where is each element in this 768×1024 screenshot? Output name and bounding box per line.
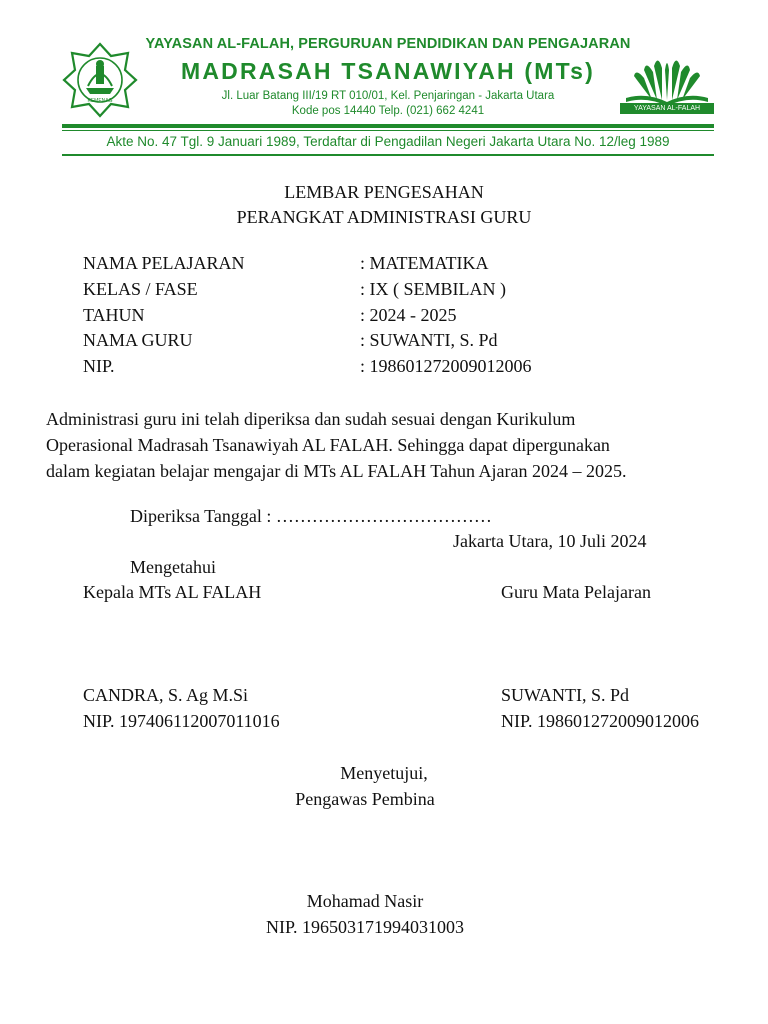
school-contact: Kode pos 14440 Telp. (021) 662 4241: [291, 105, 485, 117]
supervisor-name: Mohamad Nasir: [306, 891, 424, 911]
field-value: : 198601272009012006: [360, 356, 532, 376]
document-title: LEMBAR PENGESAHAN: [284, 182, 484, 202]
field-label: NAMA PELAJARAN: [83, 253, 245, 273]
approve-label: Menyetujui,: [340, 763, 428, 783]
teacher-role: Guru Mata Pelajaran: [501, 582, 651, 602]
field-value: : 2024 - 2025: [360, 305, 457, 325]
supervisor-role: Pengawas Pembina: [295, 789, 435, 809]
place-date: Jakarta Utara, 10 Juli 2024: [453, 531, 647, 551]
field-value: : SUWANTI, S. Pd: [360, 330, 498, 350]
school-address: Jl. Luar Batang III/19 RT 010/01, Kel. Penjaringan - Jakarta Utara: [221, 90, 555, 102]
supervisor-nip: NIP. 196503171994031003: [265, 917, 464, 937]
letterhead-rule-thick: [62, 124, 714, 128]
field-label: NIP.: [83, 356, 115, 376]
headmaster-nip: NIP. 197406112007011016: [83, 711, 280, 731]
document-subtitle: PERANGKAT ADMINISTRASI GURU: [236, 207, 532, 227]
emblem-label: KEMENAG: [87, 98, 113, 104]
field-label: NAMA GURU: [83, 330, 193, 350]
letterhead-rule-bottom: [62, 154, 714, 156]
letterhead: [0, 0, 768, 170]
checked-date: Diperiksa Tanggal : ………………………………: [130, 506, 492, 526]
teacher-name: SUWANTI, S. Pd: [501, 685, 630, 705]
field-label: TAHUN: [83, 305, 145, 325]
foundation-name: YAYASAN AL-FALAH, PERGURUAN PENDIDIKAN DAN PENGAJARAN: [145, 36, 631, 52]
headmaster-role: Kepala MTs AL FALAH: [83, 582, 262, 602]
statement-paragraph: [46, 406, 736, 484]
letterhead-rule-thin: [62, 130, 714, 131]
field-value: : IX ( SEMBILAN ): [360, 279, 506, 299]
school-name: MADRASAH TSANAWIYAH (MTs): [180, 58, 596, 84]
acknowledge-label: Mengetahui: [130, 557, 216, 577]
field-value: : MATEMATIKA: [360, 253, 489, 273]
field-label: KELAS / FASE: [83, 279, 198, 299]
statement-line: dalam kegiatan belajar mengajar di MTs AL FALAH Tahun Ajaran 2024 – 2025.: [46, 461, 627, 481]
ministry-emblem-icon: [62, 42, 138, 118]
statement-line: Administrasi guru ini telah diperiksa dan sudah sesuai dengan Kurikulum: [46, 409, 576, 429]
statement-line: Operasional Madrasah Tsanawiyah AL FALAH. Sehingga dapat dipergunakan: [46, 435, 610, 455]
headmaster-name: CANDRA, S. Ag M.Si: [83, 685, 249, 705]
logo-caption: YAYASAN AL-FALAH: [620, 103, 714, 114]
deed-registration: Akte No. 47 Tgl. 9 Januari 1989, Terdaftar di Pengadilan Negeri Jakarta Utara No. 12/leg 1989: [106, 134, 670, 149]
teacher-nip: NIP. 198601272009012006: [501, 711, 700, 731]
